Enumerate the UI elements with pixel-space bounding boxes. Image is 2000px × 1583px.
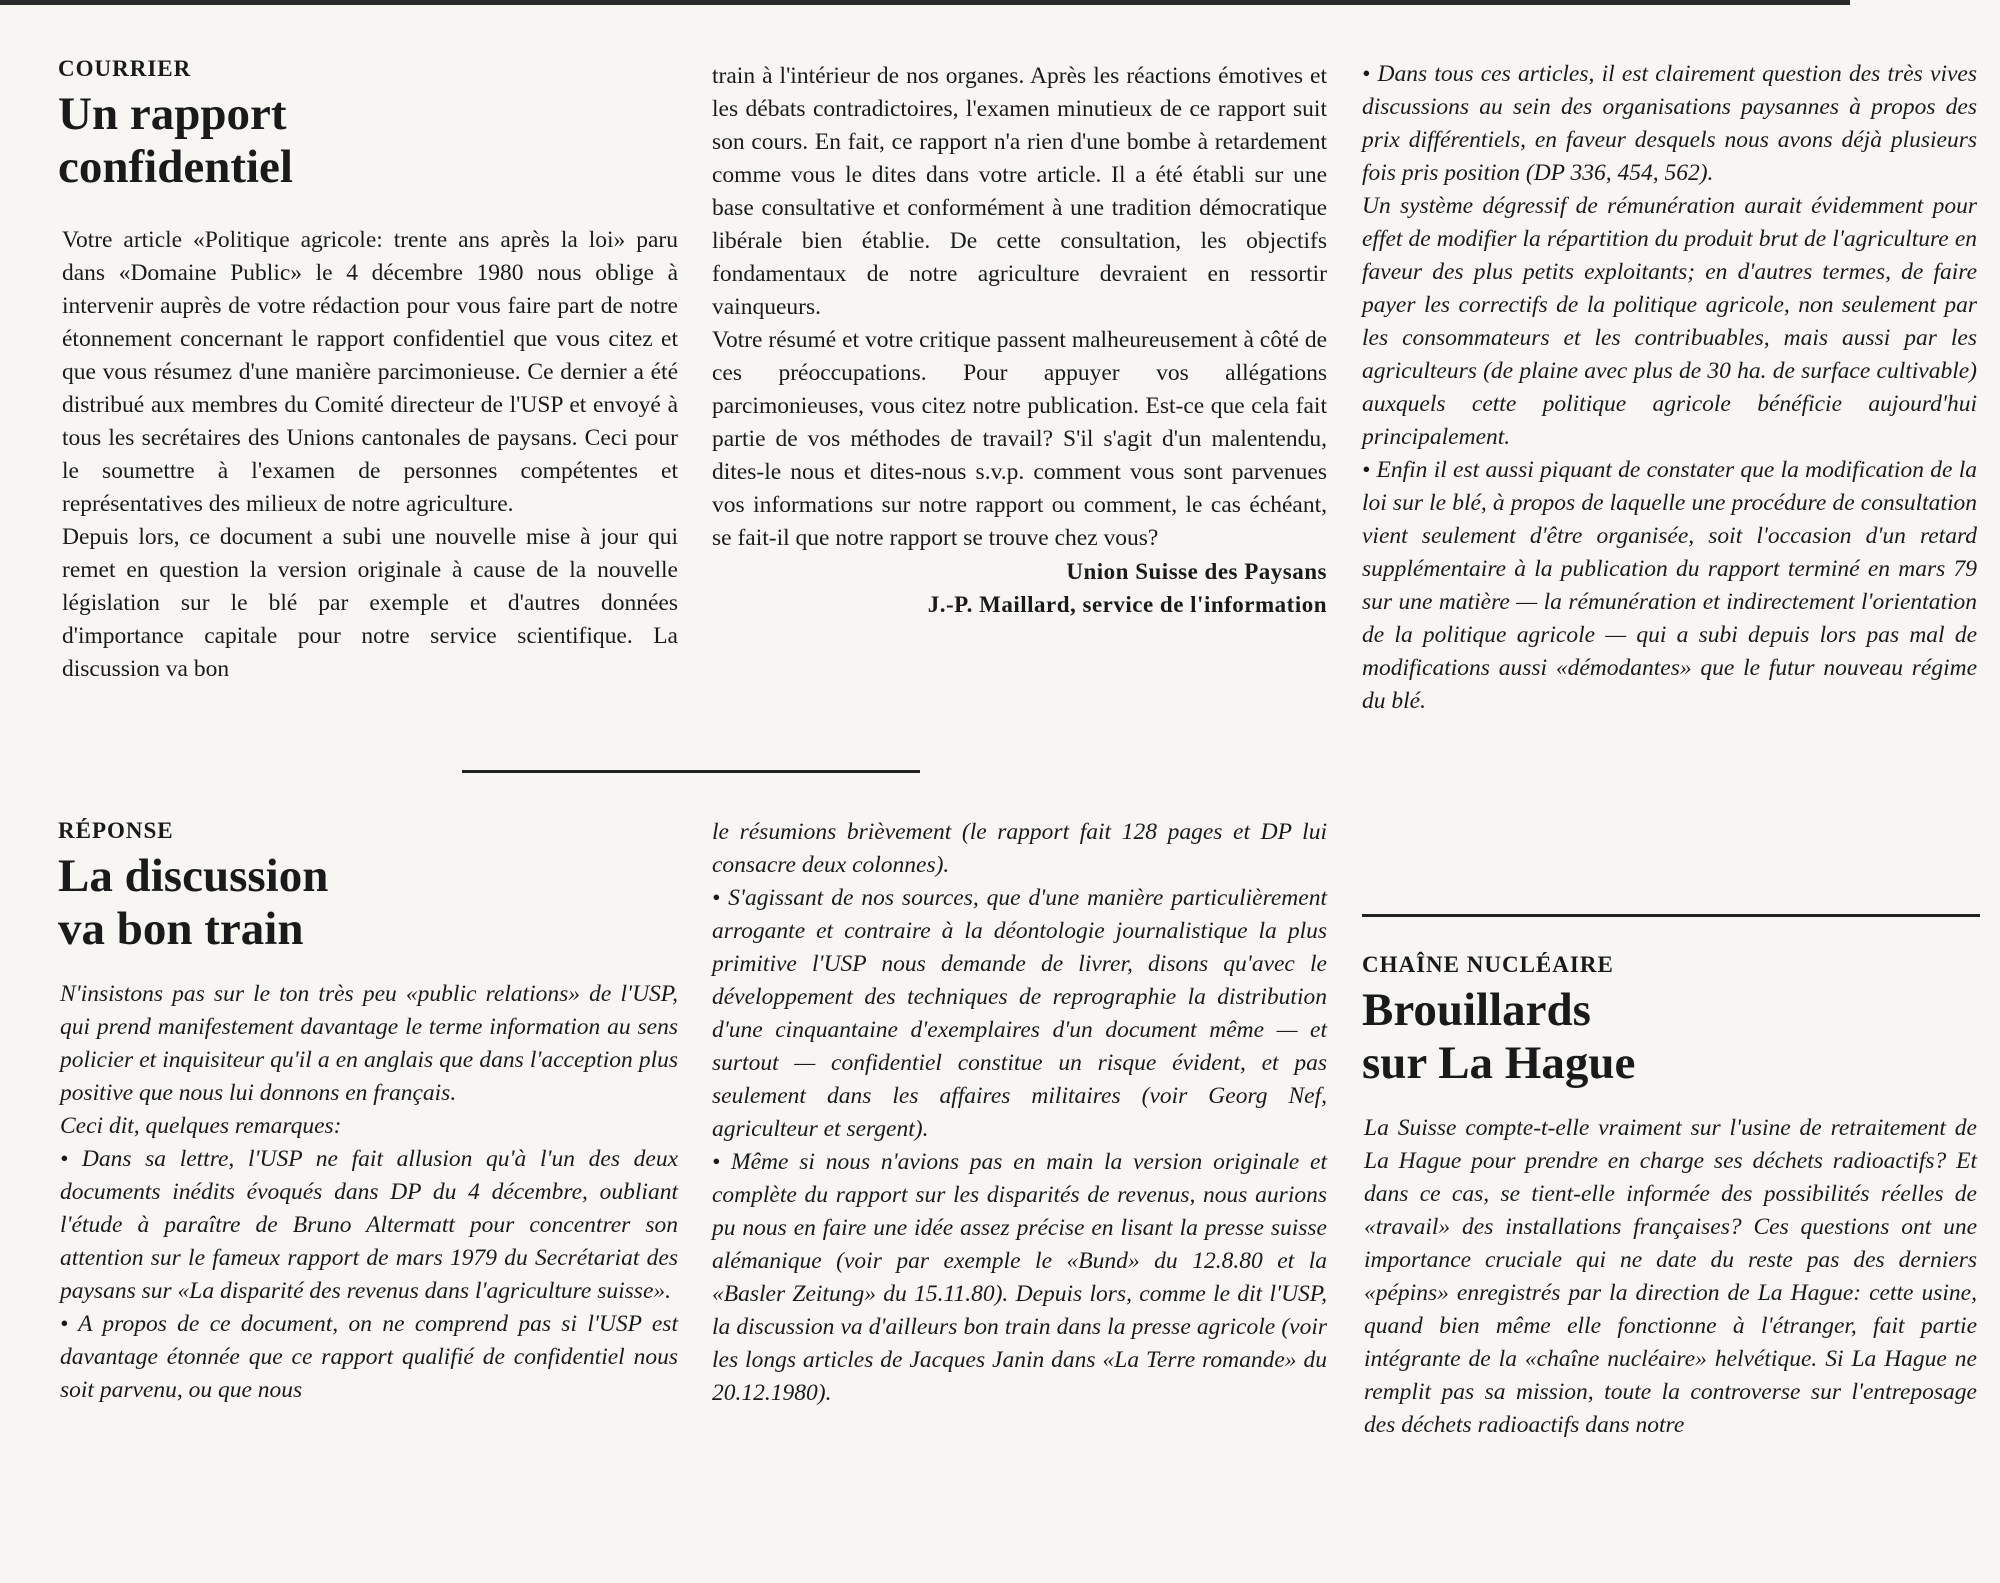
reponse-title-line2: va bon train (58, 903, 304, 955)
reponse-paragraph: • S'agissant de nos sources, que d'une manière particulièrement arrogante et contraire à la déontologie journalistique la plus primitive l'USP nous demande de livrer, disons qu'avec le développement des techniques de reprographie la distribution d'une cinquantaine d'exemplaires d'un document même — et surtout — confidentiel constitue un risque évident, et pas seulement dans les affaires militaires (voir Georg Nef, agriculteur et sergent). (712, 885, 1327, 1142)
reponse-paragraph: • Enfin il est aussi piquant de constater que la modification de la loi sur le blé, à propos de laquelle une procédure de consultation vient seulement d'être organisée, soit l'occasion d'un retard supplémentaire à la publication du rapport terminé en mars 79 sur une matière — la rémunération et indirectement l'orientation de la politique agricole — qui a subi depuis lors pas mal de modifications aussi «démodantes» que le futur nouveau régime du blé. (1362, 457, 1977, 714)
reponse-paragraph: • Dans tous ces articles, il est clairement question des très vives discussions au sein des organisations paysannes à propos des prix différentiels, en faveur desquels nous avons déjà plusieurs fois pris position (DP 336, 454, 562). (1362, 61, 1977, 186)
chaine-header (1362, 952, 1977, 1090)
reponse-paragraph: Ceci dit, quelques remarques: (60, 1113, 342, 1139)
courrier-title-line1: Un rapport (58, 88, 287, 140)
reponse-column-3 (1362, 58, 1977, 718)
courrier-title (58, 88, 678, 194)
reponse-kicker: RÉPONSE (58, 818, 174, 843)
courrier-paragraph: Votre article «Politique agricole: trente ans après la loi» paru dans «Domaine Public» le 4 décembre 1980 nous oblige à intervenir auprès de votre rédaction pour vous faire part de notre étonnement concernant le rapport confidentiel que vous citez et que vous résumez d'une manière parcimonieuse. Ce dernier a été distribué aux membres du Comité directeur de l'USP et envoyé à tous les secrétaires des Unions cantonales de paysans. Ceci pour le soumettre à l'examen de personnes compétentes et représentatives des milieux de notre agriculture. (62, 227, 678, 517)
top-rule-thin (560, 0, 1340, 2)
courrier-title-line2: confidentiel (58, 141, 293, 193)
courrier-kicker: COURRIER (58, 56, 192, 81)
reponse-paragraph: N'insistons pas sur le ton très peu «public relations» de l'USP, qui prend manifestement davantage le terme information au sens policier et inquisiteur qu'il a en anglais que dans l'acception plus positive que nous lui donnons en français. (60, 981, 678, 1106)
reponse-paragraph: • Dans sa lettre, l'USP ne fait allusion qu'à l'un des deux documents inédits évoqués dans DP du 4 décembre, oubliant l'étude à paraître de Bruno Altermatt pour concentrer son attention sur le fameux rapport de mars 1979 du Secrétariat des paysans sur «La disparité des revenus dans l'agriculture suisse». (60, 1146, 678, 1304)
chaine-kicker: CHAÎNE NUCLÉAIRE (1362, 952, 1614, 977)
reponse-paragraph: • A propos de ce document, on ne comprend pas si l'USP est davantage étonnée que ce rapport qualifié de confidentiel nous soit parvenu, ou que nous (60, 1311, 678, 1403)
courrier-header (58, 56, 678, 194)
courrier-paragraph: train à l'intérieur de nos organes. Après les réactions émotives et les débats contradictoires, l'examen minutieux de ce rapport suit son cours. En fait, ce rapport n'a rien d'une bombe à retardement comme vous le dites dans votre article. Il a été établi sur une base consultative et conformément à une tradition démocratique libérale bien établie. De cette consultation, les objectifs fondamentaux de notre agriculture devraient en ressortir vainqueurs. (712, 63, 1327, 320)
courrier-column-2 (712, 60, 1327, 621)
reponse-title (58, 850, 678, 956)
courrier-paragraph: Depuis lors, ce document a subi une nouvelle mise à jour qui remet en question la version originale à cause de la nouvelle législation sur le blé par exemple et d'autres données d'importance capitale pour notre service scientifique. La discussion va bon (62, 524, 678, 682)
reponse-paragraph: • Même si nous n'avions pas en main la version originale et complète du rapport sur les disparités de revenus, nous aurions pu nous en faire une idée assez précise en lisant la presse suisse alémanique (voir par exemple le «Bund» du 12.8.80 et la «Basler Zeitung» du 15.11.80). Depuis lors, comme le dit l'USP, la discussion va d'ailleurs bon train dans la presse agricole (voir les longs articles de Jacques Janin dans «La Terre romande» du 20.12.1980). (712, 1149, 1327, 1406)
section-divider (1362, 914, 1980, 917)
chaine-title-line1: Brouillards (1362, 984, 1591, 1036)
chaine-paragraph: La Suisse compte-t-elle vraiment sur l'usine de retraitement de La Hague pour prendre en charge ses déchets radioactifs? Et dans ce cas, se tient-elle informée des possibilités réelles de «travail» des installations françaises? Ces questions ont une importance cruciale qui ne date du reste pas des derniers «pépins» enregistrés par la direction de La Hague: cette usine, quand bien même elle fonctionne à l'étranger, fait partie intégrante de la «chaîne nucléaire» helvétique. Si La Hague ne remplit pas sa mission, toute la controverse sur l'entreposage des déchets radioactifs dans notre (1364, 1115, 1977, 1438)
section-divider (462, 770, 920, 773)
chaine-column (1364, 1112, 1977, 1442)
courrier-column-1 (62, 224, 678, 686)
signature-author: J.-P. Maillard, service de l'information (927, 592, 1327, 617)
chaine-title (1362, 984, 1977, 1090)
reponse-column-2 (712, 816, 1327, 1410)
reponse-paragraph: le résumions brièvement (le rapport fait 128 pages et DP lui consacre deux colonnes). (712, 819, 1327, 878)
signature-organization: Union Suisse des Paysans (1066, 559, 1327, 584)
reponse-title-line1: La discussion (58, 850, 329, 902)
chaine-title-line2: sur La Hague (1362, 1037, 1636, 1089)
courrier-paragraph: Votre résumé et votre critique passent malheureusement à côté de ces préoccupations. Pour appuyer vos allégations parcimonieuses, vous citez notre publication. Est-ce que cela fait partie de vos méthodes de travail? S'il s'agit d'un malentendu, dites-le nous et dites-nous s.v.p. comment vous sont parvenues vos informations sur notre rapport ou comment, le cas échéant, se fait-il que notre rapport se trouve chez vous? (712, 327, 1327, 551)
reponse-paragraph: Un système dégressif de rémunération aurait évidemment pour effet de modifier la répartition du produit brut de l'agriculture en faveur des plus petits exploitants; en d'autres termes, de faire payer les correctifs de la politique agricole, non seulement par les consommateurs et les contribuables, mais aussi par les agriculteurs (de plaine avec plus de 30 ha. de surface cultivable) auxquels cette politique agricole bénéficie aujourd'hui principalement. (1362, 193, 1977, 450)
reponse-column-1 (60, 978, 678, 1407)
reponse-header (58, 818, 678, 956)
